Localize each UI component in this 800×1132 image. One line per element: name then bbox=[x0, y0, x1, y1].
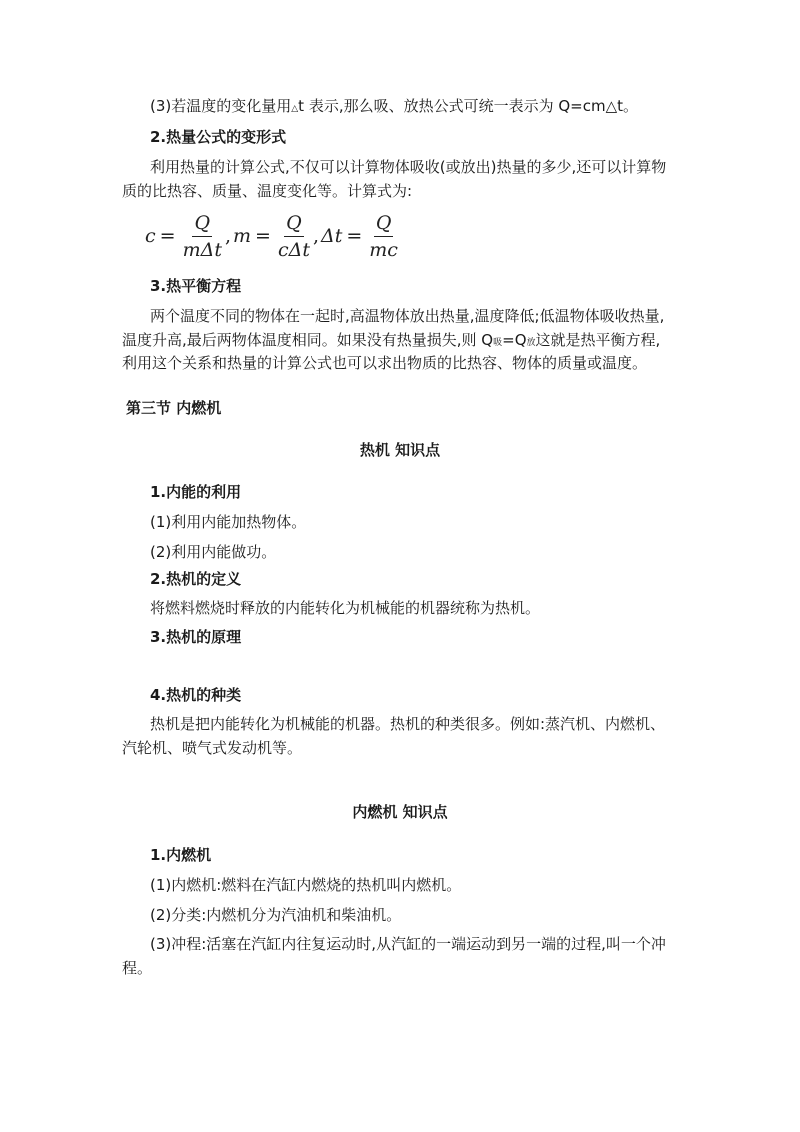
delta-symbol: △ bbox=[291, 104, 299, 114]
list-item: (1)利用内能加热物体。 bbox=[150, 513, 307, 531]
fraction-numerator: Q bbox=[374, 212, 394, 237]
formula-fraction bbox=[278, 212, 310, 261]
subsection-title: 热机 知识点 bbox=[359, 441, 441, 459]
formula-fraction bbox=[183, 212, 222, 261]
paragraph-line bbox=[122, 330, 660, 353]
fraction-denominator: mc bbox=[369, 238, 398, 261]
section-heading: 3.热平衡方程 bbox=[150, 277, 242, 295]
list-item: 程。 bbox=[122, 959, 153, 977]
subscript: 吸 bbox=[493, 338, 503, 348]
fraction-numerator: Q bbox=[284, 212, 304, 237]
formula-var: Δt bbox=[321, 225, 343, 247]
formula-op: = bbox=[159, 225, 176, 247]
paragraph-line: 利用热量的计算公式,不仅可以计算物体吸收(或放出)热量的多少,还可以计算物 bbox=[150, 158, 667, 176]
formula-var: c bbox=[145, 225, 156, 247]
text-fragment: t 表示,那么吸、放热公式可统一表示为 Q=cm△t。 bbox=[298, 97, 639, 115]
fraction-denominator: mΔt bbox=[182, 238, 222, 261]
paragraph-line: 两个温度不同的物体在一起时,高温物体放出热量,温度降低;低温物体吸收热量, bbox=[150, 307, 665, 325]
list-item: (1)内燃机:燃料在汽缸内燃烧的热机叫内燃机。 bbox=[150, 876, 462, 894]
paragraph-line: 汽轮机、喷气式发动机等。 bbox=[122, 739, 303, 757]
paragraph-line: 利用这个关系和热量的计算公式也可以求出物质的比热容、物体的质量或温度。 bbox=[122, 354, 648, 372]
section-heading: 1.内燃机 bbox=[150, 846, 212, 864]
text-fragment: (3)若温度的变化量用 bbox=[150, 97, 292, 115]
chapter-title: 第三节 内燃机 bbox=[126, 399, 222, 417]
subscript: 放 bbox=[526, 338, 536, 348]
formula-comma: , bbox=[312, 225, 319, 247]
paragraph-line bbox=[150, 96, 638, 119]
section-heading: 2.热量公式的变形式 bbox=[150, 128, 287, 146]
section-heading: 3.热机的原理 bbox=[150, 628, 242, 646]
formula-op: = bbox=[255, 225, 271, 247]
list-item: (2)分类:内燃机分为汽油机和柴油机。 bbox=[150, 906, 402, 924]
section-heading: 1.内能的利用 bbox=[150, 483, 242, 501]
text-fragment: 这就是热平衡方程, bbox=[535, 331, 661, 349]
section-heading: 4.热机的种类 bbox=[150, 686, 242, 704]
subsection-title: 内燃机 知识点 bbox=[352, 803, 448, 821]
list-item: (2)利用内能做功。 bbox=[150, 543, 277, 561]
paragraph-line: 热机是把内能转化为机械能的机器。热机的种类很多。例如:蒸汽机、内燃机、 bbox=[150, 715, 666, 733]
heat-formula bbox=[145, 208, 401, 264]
paragraph-line: 将燃料燃烧时释放的内能转化为机械能的机器统称为热机。 bbox=[150, 599, 541, 617]
list-item: (3)冲程:活塞在汽缸内往复运动时,从汽缸的一端运动到另一端的过程,叫一个冲 bbox=[150, 935, 666, 953]
section-heading: 2.热机的定义 bbox=[150, 570, 242, 588]
paragraph-line: 质的比热容、质量、温度变化等。计算式为: bbox=[122, 182, 413, 200]
text-fragment: =Q bbox=[502, 331, 527, 349]
formula-var: m bbox=[233, 225, 252, 247]
fraction-numerator: Q bbox=[192, 212, 212, 237]
formula-fraction bbox=[369, 212, 398, 261]
text-fragment: 温度升高,最后两物体温度相同。如果没有热量损失,则 Q bbox=[122, 331, 494, 349]
formula-op: = bbox=[346, 225, 363, 247]
fraction-denominator: cΔt bbox=[277, 238, 310, 261]
formula-comma: , bbox=[224, 225, 231, 247]
